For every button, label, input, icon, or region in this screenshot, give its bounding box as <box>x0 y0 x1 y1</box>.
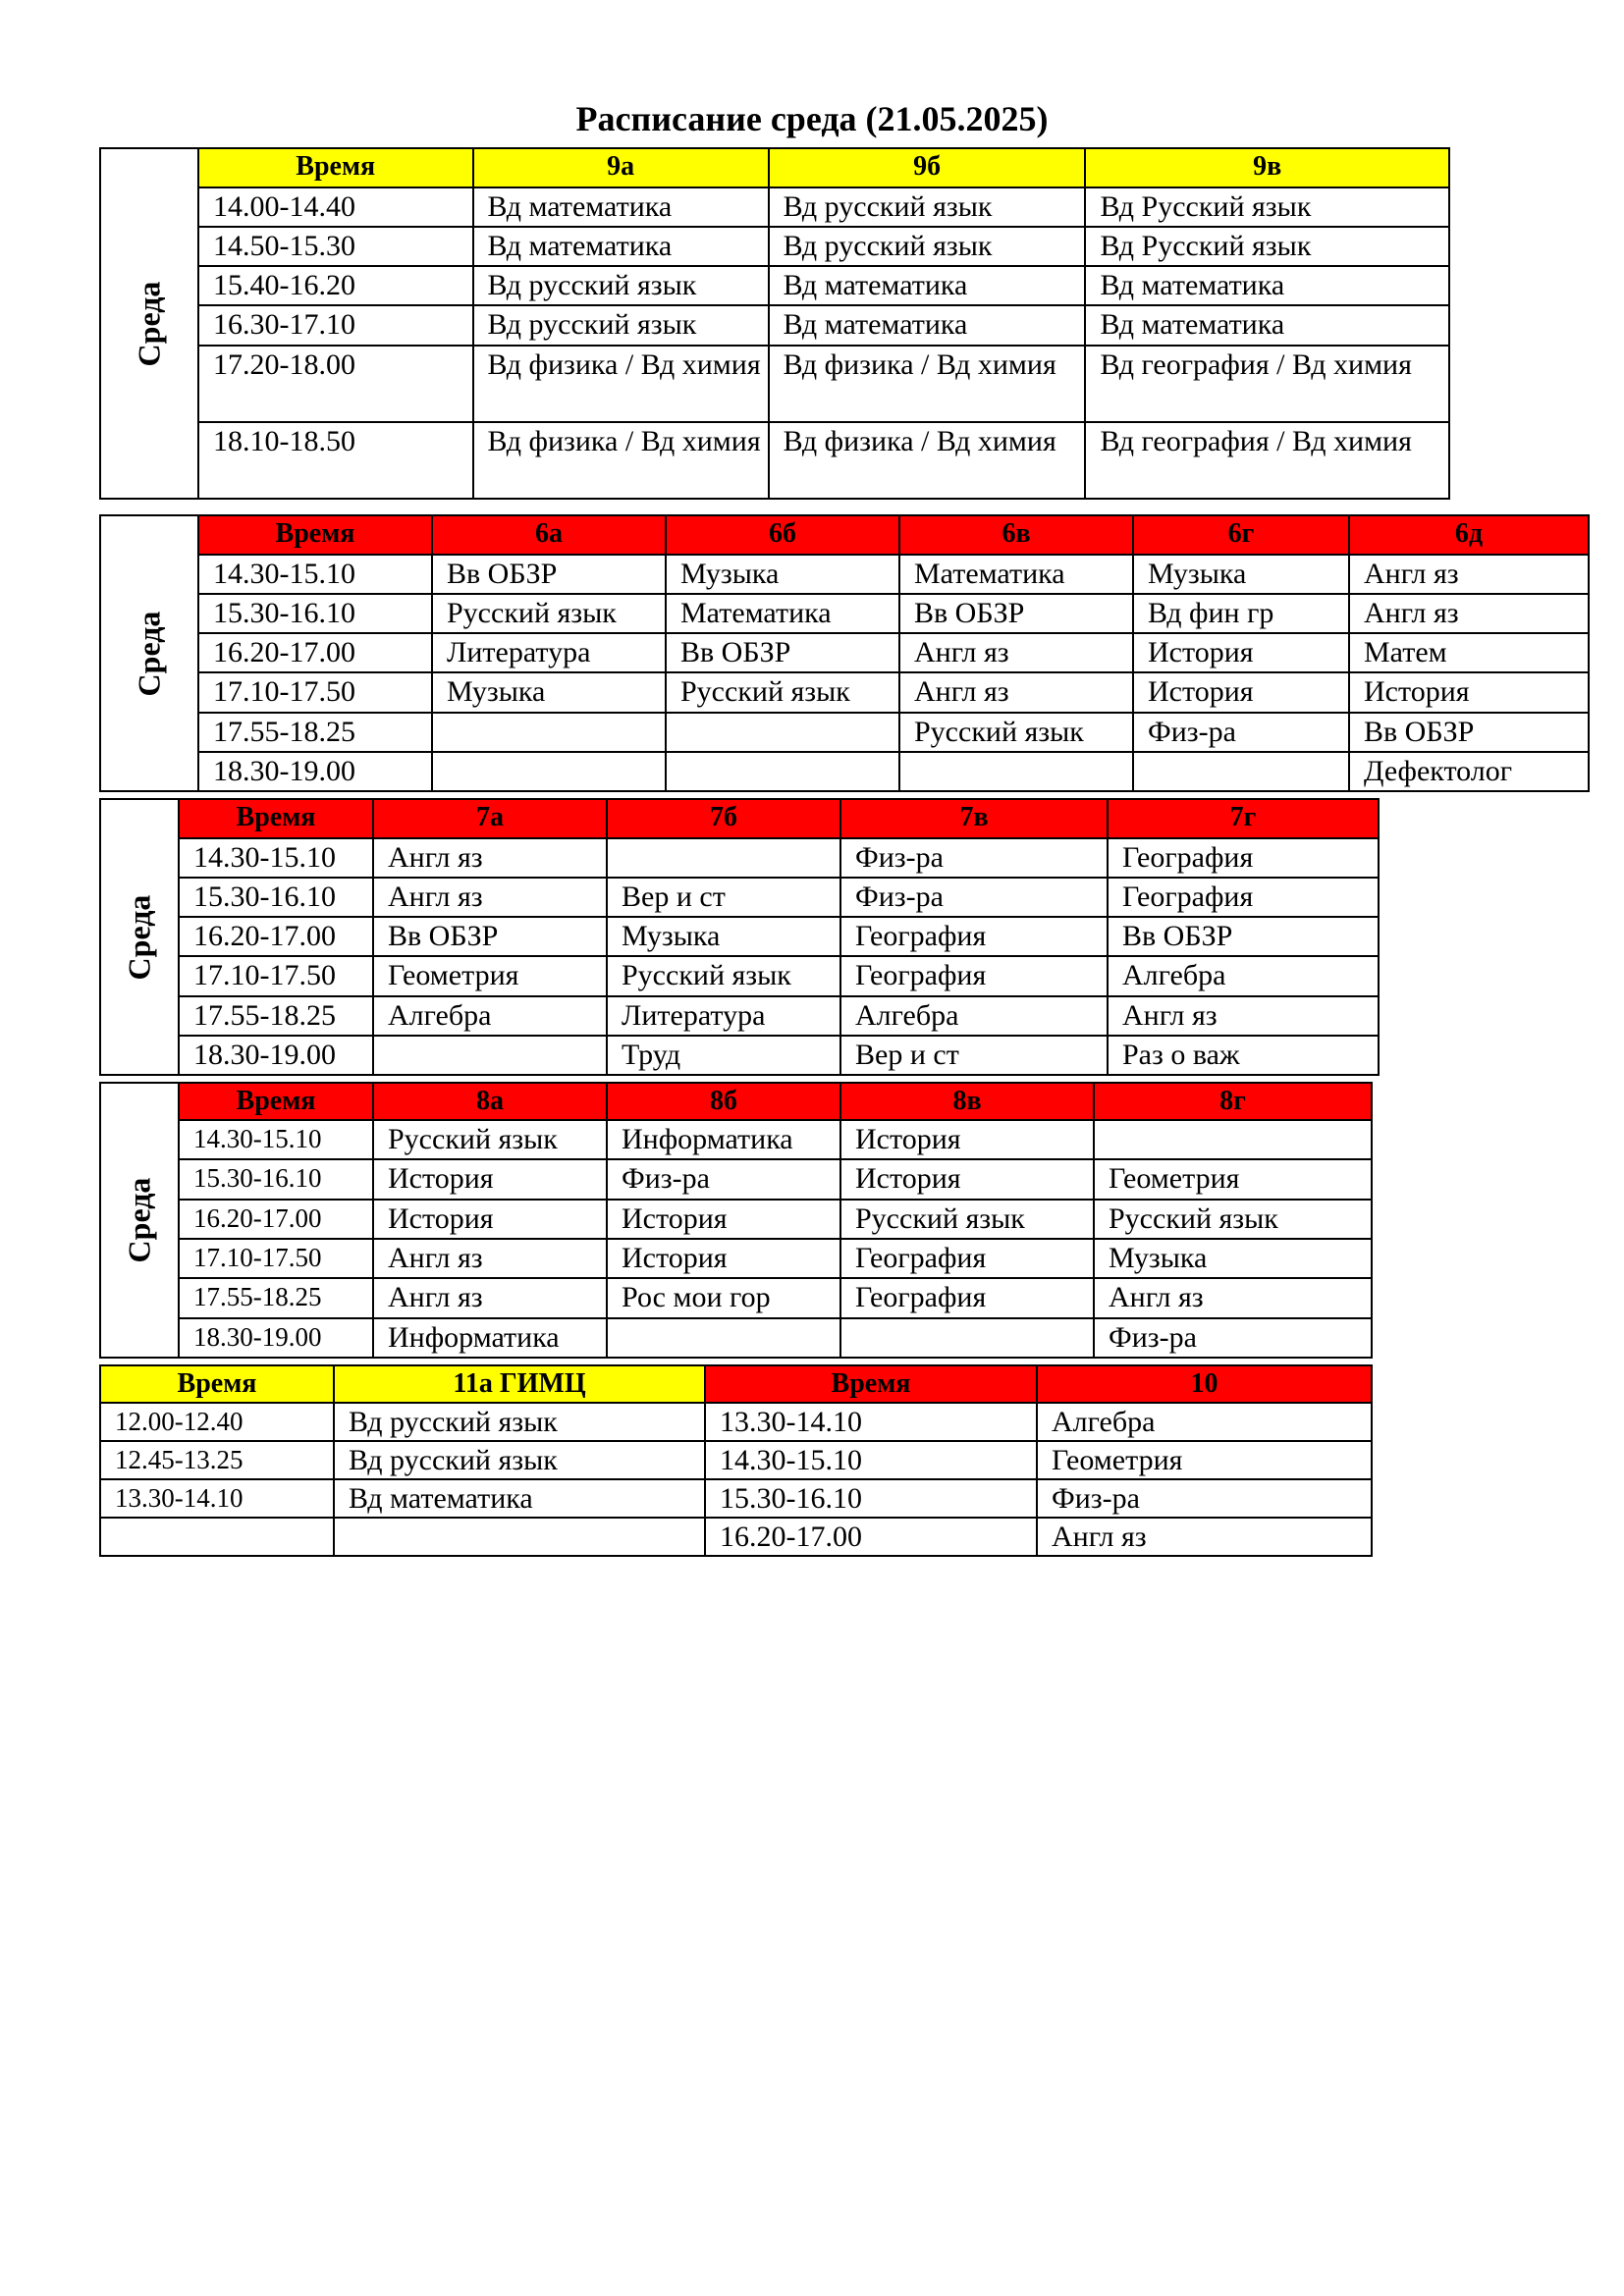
lesson-cell: Вер и ст <box>607 878 840 917</box>
lesson-cell: Русский язык <box>899 713 1133 752</box>
time-cell: 17.10-17.50 <box>179 956 373 995</box>
schedule-table-9 <box>197 147 1450 500</box>
day-label: Среда <box>121 1177 157 1263</box>
table-row <box>179 1200 1372 1239</box>
header-time: Время <box>705 1365 1037 1403</box>
lesson-cell: История <box>373 1159 607 1199</box>
table-row <box>100 1403 1372 1441</box>
table-row <box>179 1036 1379 1075</box>
time-cell: 17.55-18.25 <box>198 713 432 752</box>
time-cell: 16.30-17.10 <box>198 305 473 345</box>
lesson-cell: Физ-ра <box>1133 713 1349 752</box>
lesson-cell: Музыка <box>666 555 899 594</box>
lesson-cell: История <box>840 1159 1094 1199</box>
schedule-table-7 <box>178 798 1380 1076</box>
lesson-cell: Музыка <box>1094 1239 1372 1278</box>
lesson-cell: Англ яз <box>1108 996 1379 1036</box>
lesson-cell: Музыка <box>607 917 840 956</box>
lesson-cell: Физ-ра <box>607 1159 840 1199</box>
lesson-cell: География <box>840 956 1108 995</box>
lesson-cell: Вв ОБЗР <box>1349 713 1589 752</box>
lesson-cell: Англ яз <box>373 878 607 917</box>
lesson-cell: География <box>840 917 1108 956</box>
lesson-cell: Физ-ра <box>1094 1318 1372 1358</box>
header-class: 6д <box>1349 515 1589 555</box>
header-class: 9а <box>473 148 769 187</box>
time-cell: 17.10-17.50 <box>198 672 432 712</box>
lesson-cell: Вд математика <box>1085 266 1449 305</box>
table-row <box>179 1159 1372 1199</box>
time-cell: 15.30-16.10 <box>198 594 432 633</box>
lesson-cell: Физ-ра <box>840 878 1108 917</box>
table-row <box>198 227 1449 266</box>
lesson-cell: Англ яз <box>899 633 1133 672</box>
lesson-cell: Вв ОБЗР <box>373 917 607 956</box>
time-cell: 13.30-14.10 <box>705 1403 1037 1441</box>
table-row <box>198 594 1589 633</box>
table-row <box>198 555 1589 594</box>
lesson-cell: Русский язык <box>373 1120 607 1159</box>
table-row <box>179 917 1379 956</box>
table-row <box>198 346 1449 422</box>
lesson-cell: История <box>1349 672 1589 712</box>
time-cell: 17.55-18.25 <box>179 1278 373 1317</box>
lesson-cell: Англ яз <box>373 1239 607 1278</box>
time-cell: 12.00-12.40 <box>100 1403 334 1441</box>
lesson-cell: Вд география / Вд химия <box>1085 346 1449 422</box>
lesson-cell: Информатика <box>607 1120 840 1159</box>
day-label: Среда <box>121 894 157 980</box>
lesson-cell: История <box>607 1200 840 1239</box>
table-row <box>179 956 1379 995</box>
header-class: 7б <box>607 799 840 838</box>
lesson-cell: Рос мои гор <box>607 1278 840 1317</box>
time-cell: 16.20-17.00 <box>705 1518 1037 1556</box>
lesson-cell: Русский язык <box>607 956 840 995</box>
time-cell: 14.50-15.30 <box>198 227 473 266</box>
lesson-cell: Информатика <box>373 1318 607 1358</box>
header-class: 8г <box>1094 1083 1372 1120</box>
lesson-cell: Музыка <box>432 672 666 712</box>
header-class: 9б <box>769 148 1086 187</box>
lesson-cell: История <box>607 1239 840 1278</box>
time-cell: 14.30-15.10 <box>179 1120 373 1159</box>
lesson-cell: Вд русский язык <box>473 266 769 305</box>
lesson-cell: Вд математика <box>334 1479 705 1518</box>
day-label-cell <box>99 1082 178 1359</box>
lesson-cell: Вв ОБЗР <box>1108 917 1379 956</box>
lesson-cell <box>607 838 840 878</box>
schedule-block-7 <box>99 798 1380 1076</box>
schedule-block-10-11 <box>99 1364 1373 1557</box>
header-time: Время <box>100 1365 334 1403</box>
time-cell: 15.30-16.10 <box>179 878 373 917</box>
lesson-cell: Русский язык <box>666 672 899 712</box>
lesson-cell: Вв ОБЗР <box>432 555 666 594</box>
header-class: 6б <box>666 515 899 555</box>
lesson-cell: Русский язык <box>1094 1200 1372 1239</box>
header-class: 7а <box>373 799 607 838</box>
lesson-cell <box>1133 752 1349 791</box>
lesson-cell: История <box>1133 633 1349 672</box>
lesson-cell: Физ-ра <box>840 838 1108 878</box>
time-cell: 17.55-18.25 <box>179 996 373 1036</box>
lesson-cell: История <box>1133 672 1349 712</box>
lesson-cell: География <box>840 1239 1094 1278</box>
time-cell: 14.30-15.10 <box>198 555 432 594</box>
lesson-cell: Труд <box>607 1036 840 1075</box>
lesson-cell: История <box>840 1120 1094 1159</box>
table-row <box>198 633 1589 672</box>
time-cell: 18.30-19.00 <box>179 1036 373 1075</box>
table-row <box>198 266 1449 305</box>
lesson-cell <box>432 713 666 752</box>
day-label-cell <box>99 798 178 1076</box>
time-cell: 17.20-18.00 <box>198 346 473 422</box>
lesson-cell: Геометрия <box>373 956 607 995</box>
time-cell <box>100 1518 334 1556</box>
lesson-cell: Вд русский язык <box>769 187 1086 227</box>
lesson-cell: Музыка <box>1133 555 1349 594</box>
lesson-cell: Вд физика / Вд химия <box>473 422 769 499</box>
time-cell: 16.20-17.00 <box>198 633 432 672</box>
time-cell: 15.40-16.20 <box>198 266 473 305</box>
lesson-cell: Литература <box>607 996 840 1036</box>
header-class: 6а <box>432 515 666 555</box>
lesson-cell <box>334 1518 705 1556</box>
header-class: 8а <box>373 1083 607 1120</box>
schedule-table-10-11 <box>99 1364 1373 1557</box>
header-time: Время <box>179 799 373 838</box>
page-title: Расписание среда (21.05.2025) <box>575 99 1049 138</box>
lesson-cell <box>666 713 899 752</box>
lesson-cell: География <box>1108 878 1379 917</box>
schedule-block-9 <box>99 147 1450 500</box>
schedule-block-6 <box>99 514 1590 792</box>
schedule-table-6 <box>197 514 1590 792</box>
lesson-cell: Дефектолог <box>1349 752 1589 791</box>
lesson-cell: География <box>840 1278 1094 1317</box>
lesson-cell: Матем <box>1349 633 1589 672</box>
lesson-cell: Вд математика <box>769 305 1086 345</box>
lesson-cell: История <box>373 1200 607 1239</box>
header-class: 10 <box>1037 1365 1372 1403</box>
time-cell: 14.30-15.10 <box>705 1441 1037 1479</box>
table-row <box>100 1518 1372 1556</box>
lesson-cell: Литература <box>432 633 666 672</box>
lesson-cell: Вд география / Вд химия <box>1085 422 1449 499</box>
header-time: Время <box>179 1083 373 1120</box>
table-row <box>179 996 1379 1036</box>
lesson-cell: Геометрия <box>1094 1159 1372 1199</box>
table-row <box>198 752 1589 791</box>
lesson-cell: Алгебра <box>373 996 607 1036</box>
time-cell: 14.00-14.40 <box>198 187 473 227</box>
lesson-cell <box>840 1318 1094 1358</box>
lesson-cell: Англ яз <box>1037 1518 1372 1556</box>
lesson-cell: Геометрия <box>1037 1441 1372 1479</box>
lesson-cell: Алгебра <box>1108 956 1379 995</box>
header-class: 7г <box>1108 799 1379 838</box>
time-cell: 12.45-13.25 <box>100 1441 334 1479</box>
lesson-cell <box>607 1318 840 1358</box>
header-class: 11а ГИМЦ <box>334 1365 705 1403</box>
time-cell: 16.20-17.00 <box>179 917 373 956</box>
header-class: 7в <box>840 799 1108 838</box>
lesson-cell: Алгебра <box>1037 1403 1372 1441</box>
schedule-table-8 <box>178 1082 1373 1359</box>
time-cell: 18.30-19.00 <box>179 1318 373 1358</box>
day-label: Среда <box>131 611 167 696</box>
lesson-cell <box>899 752 1133 791</box>
lesson-cell: Вд математика <box>1085 305 1449 345</box>
table-row <box>179 1278 1372 1317</box>
day-label-cell <box>99 147 197 500</box>
table-row <box>179 1318 1372 1358</box>
table-row <box>179 1239 1372 1278</box>
table-row <box>198 187 1449 227</box>
lesson-cell: Вв ОБЗР <box>666 633 899 672</box>
lesson-cell: Физ-ра <box>1037 1479 1372 1518</box>
lesson-cell: Вд русский язык <box>334 1441 705 1479</box>
time-cell: 18.10-18.50 <box>198 422 473 499</box>
lesson-cell: Вер и ст <box>840 1036 1108 1075</box>
lesson-cell: Англ яз <box>899 672 1133 712</box>
lesson-cell <box>666 752 899 791</box>
lesson-cell: Вд Русский язык <box>1085 187 1449 227</box>
day-label-cell <box>99 514 197 792</box>
lesson-cell: Вд математика <box>473 227 769 266</box>
lesson-cell: Математика <box>666 594 899 633</box>
time-cell: 13.30-14.10 <box>100 1479 334 1518</box>
table-row <box>198 672 1589 712</box>
time-cell: 15.30-16.10 <box>705 1479 1037 1518</box>
schedule-block-8 <box>99 1082 1373 1359</box>
table-row <box>100 1441 1372 1479</box>
lesson-cell: Вд русский язык <box>769 227 1086 266</box>
table-row <box>198 305 1449 345</box>
lesson-cell: Англ яз <box>373 838 607 878</box>
day-label: Среда <box>131 281 167 366</box>
lesson-cell: Вв ОБЗР <box>899 594 1133 633</box>
lesson-cell: Вд математика <box>473 187 769 227</box>
lesson-cell: Русский язык <box>432 594 666 633</box>
lesson-cell: Англ яз <box>1349 555 1589 594</box>
lesson-cell: Раз о важ <box>1108 1036 1379 1075</box>
lesson-cell: Вд физика / Вд химия <box>769 346 1086 422</box>
header-class: 6г <box>1133 515 1349 555</box>
lesson-cell: Алгебра <box>840 996 1108 1036</box>
time-cell: 17.10-17.50 <box>179 1239 373 1278</box>
header-class: 6в <box>899 515 1133 555</box>
header-time: Время <box>198 148 473 187</box>
lesson-cell: Англ яз <box>1094 1278 1372 1317</box>
table-row <box>198 713 1589 752</box>
lesson-cell: География <box>1108 838 1379 878</box>
lesson-cell <box>1094 1120 1372 1159</box>
header-class: 8в <box>840 1083 1094 1120</box>
time-cell: 14.30-15.10 <box>179 838 373 878</box>
lesson-cell: Вд физика / Вд химия <box>473 346 769 422</box>
lesson-cell: Вд фин гр <box>1133 594 1349 633</box>
lesson-cell: Вд Русский язык <box>1085 227 1449 266</box>
lesson-cell: Математика <box>899 555 1133 594</box>
lesson-cell: Вд математика <box>769 266 1086 305</box>
table-row <box>198 422 1449 499</box>
header-class: 8б <box>607 1083 840 1120</box>
table-row <box>179 838 1379 878</box>
lesson-cell: Вд физика / Вд химия <box>769 422 1086 499</box>
lesson-cell: Англ яз <box>373 1278 607 1317</box>
lesson-cell: Вд русский язык <box>334 1403 705 1441</box>
lesson-cell: Англ яз <box>1349 594 1589 633</box>
lesson-cell <box>373 1036 607 1075</box>
lesson-cell: Вд русский язык <box>473 305 769 345</box>
header-time: Время <box>198 515 432 555</box>
time-cell: 15.30-16.10 <box>179 1159 373 1199</box>
header-class: 9в <box>1085 148 1449 187</box>
table-row <box>179 1120 1372 1159</box>
table-row <box>100 1479 1372 1518</box>
time-cell: 18.30-19.00 <box>198 752 432 791</box>
time-cell: 16.20-17.00 <box>179 1200 373 1239</box>
table-row <box>179 878 1379 917</box>
lesson-cell: Русский язык <box>840 1200 1094 1239</box>
lesson-cell <box>432 752 666 791</box>
